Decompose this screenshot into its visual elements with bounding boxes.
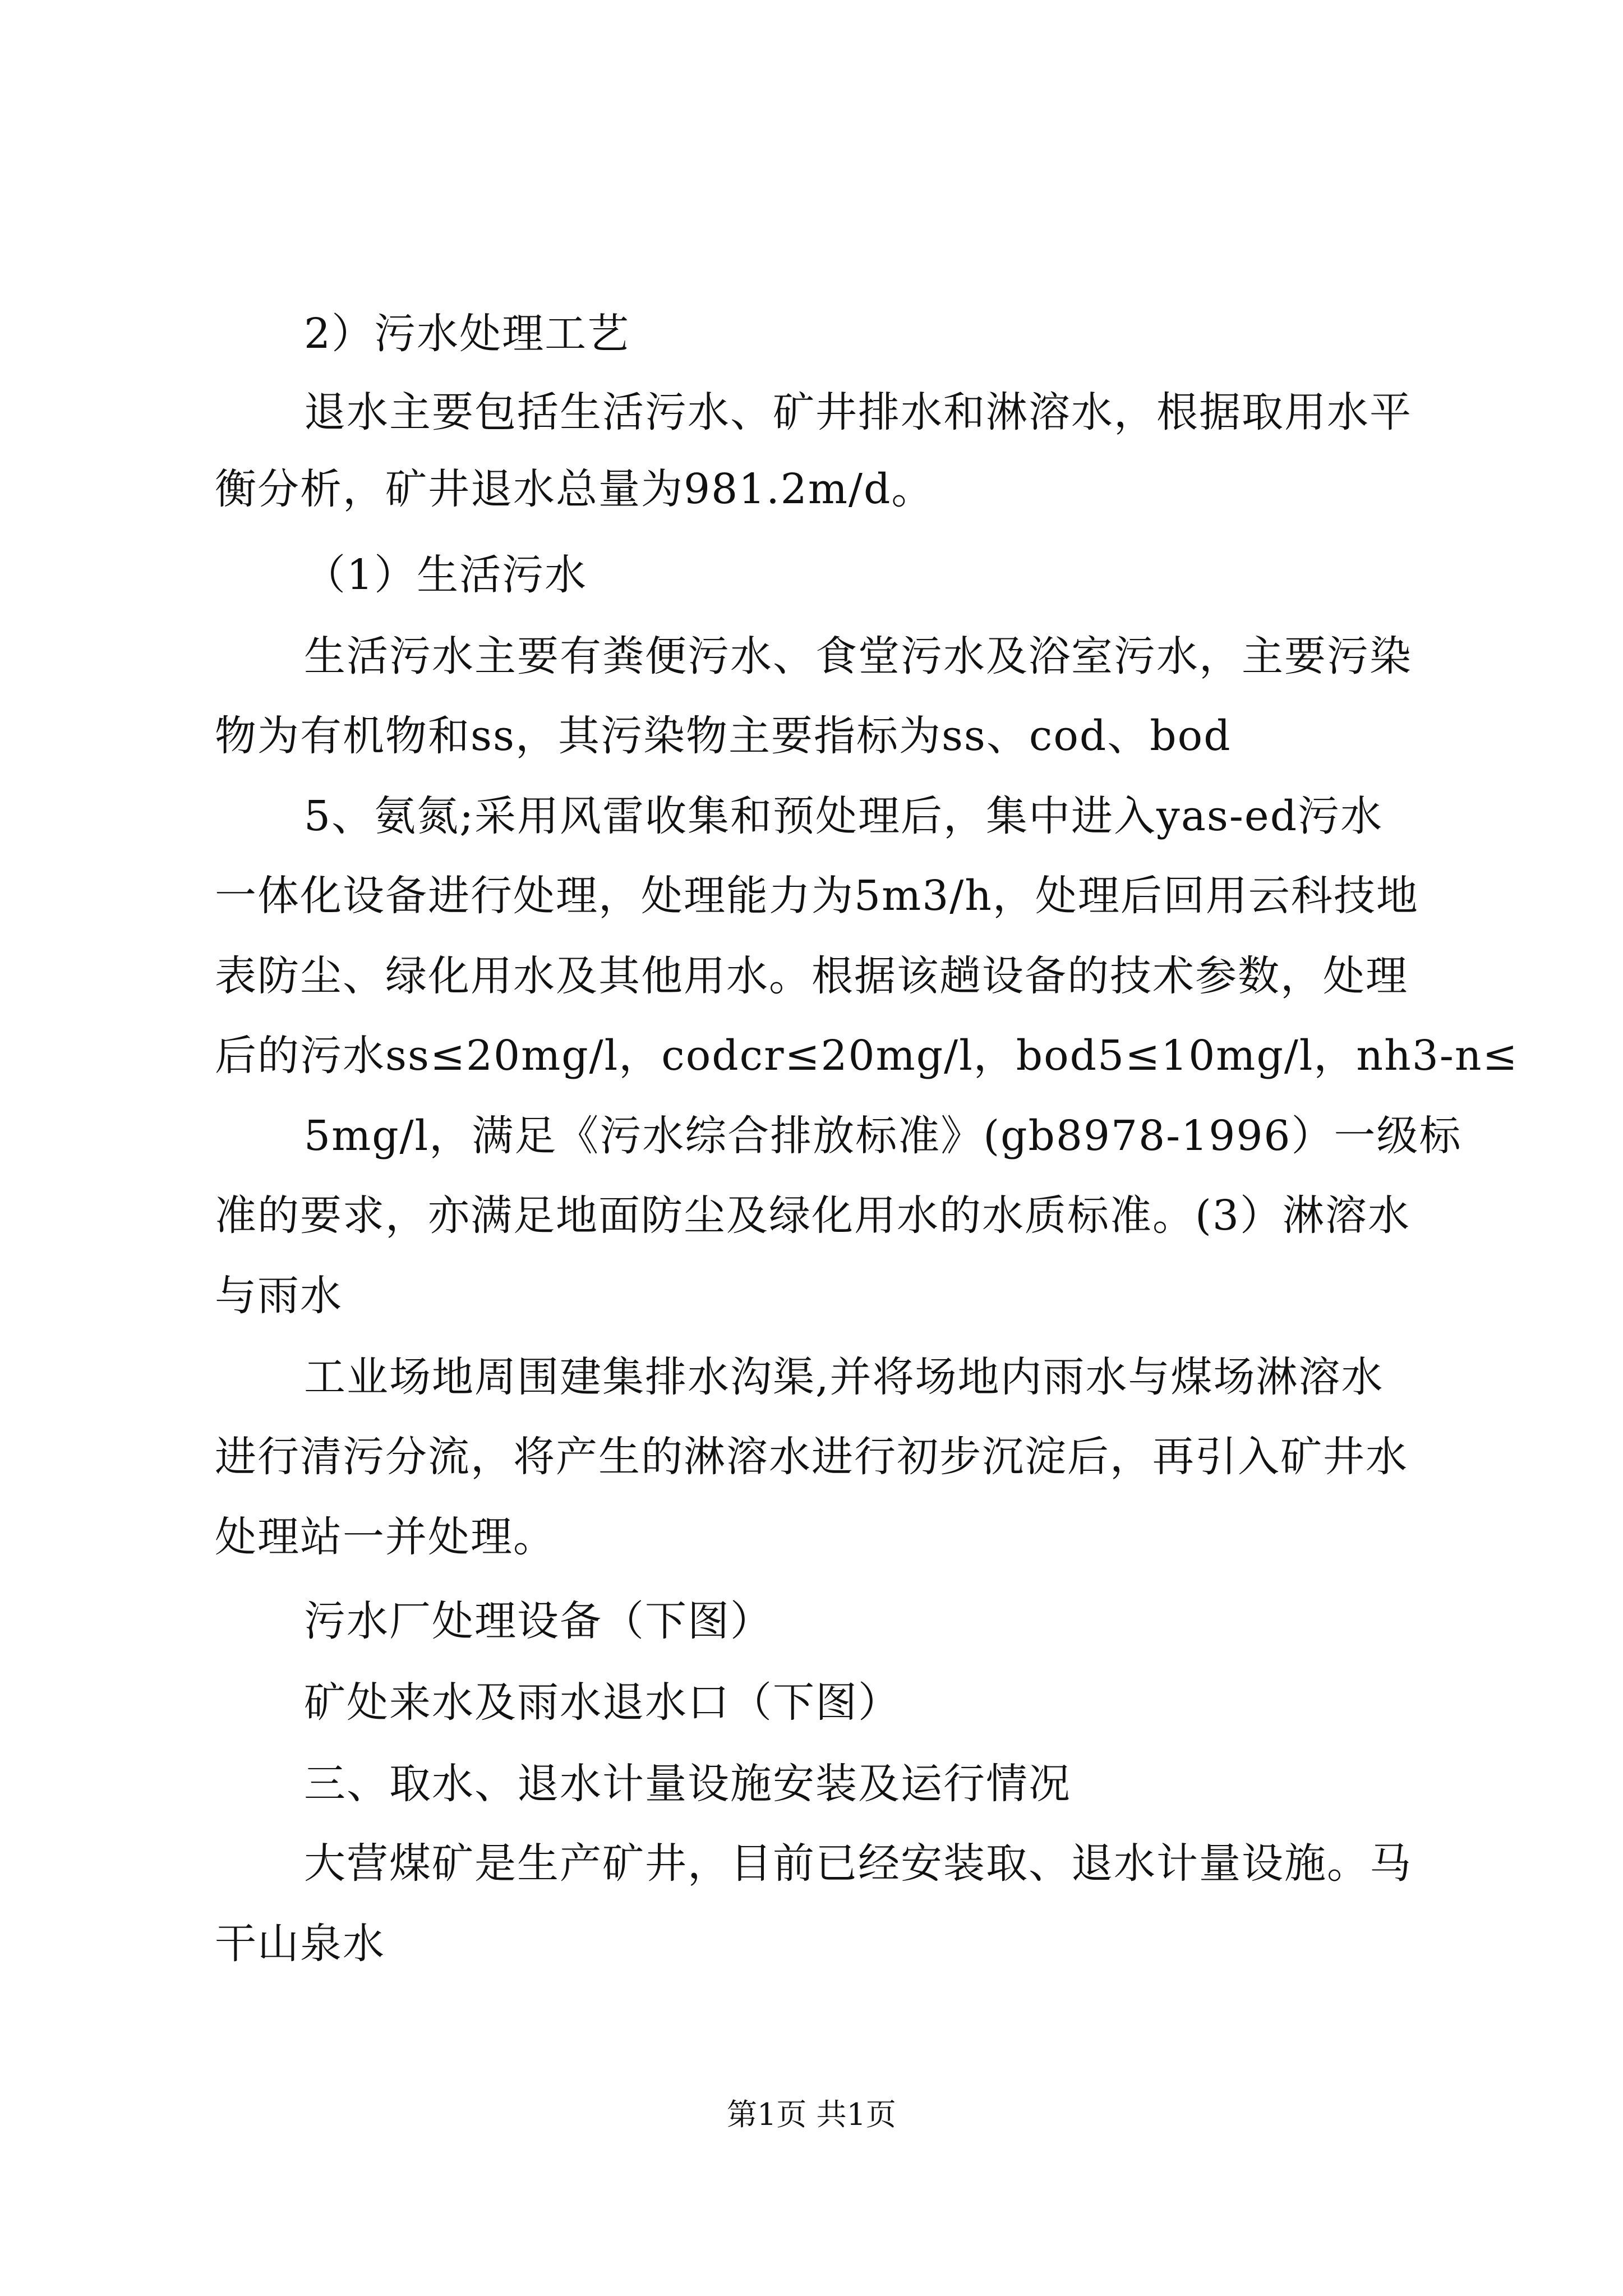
paragraph-line: 退水主要包括生活污水、矿井排水和淋溶水，根据取用水平 <box>304 388 1412 436</box>
heading-sewage-process: 2）污水处理工艺 <box>304 310 630 358</box>
paragraph-line: 衡分析，矿井退水总量为981.2m/d。 <box>215 465 934 513</box>
paragraph-line: 生活污水主要有粪便污水、食堂污水及浴室污水，主要污染 <box>304 632 1412 680</box>
paragraph-line: 准的要求，亦满足地面防尘及绿化用水的水质标准。(3）淋溶水 <box>215 1191 1410 1240</box>
section-heading-metering: 三、取水、退水计量设施安装及运行情况 <box>304 1760 1071 1808</box>
paragraph-line: 物为有机物和ss，其污染物主要指标为ss、cod、bod <box>215 712 1232 760</box>
paragraph-line: 工业场地周围建集排水沟渠,并将场地内雨水与煤场淋溶水 <box>304 1353 1384 1401</box>
page-number-footer: 第1页 共1页 <box>727 2097 896 2132</box>
paragraph-line: 干山泉水 <box>215 1920 385 1968</box>
paragraph-line: 表防尘、绿化用水及其他用水。根据该趟设备的技术参数，处理 <box>215 952 1408 1000</box>
paragraph-line: 一体化设备进行处理，处理能力为5m3/h，处理后回用云科技地 <box>215 872 1419 920</box>
heading-domestic-sewage: （1）生活污水 <box>304 551 588 599</box>
paragraph-line: 与雨水 <box>215 1272 343 1320</box>
paragraph-line: 5、氨氮;采用风雷收集和预处理后，集中进入yas-ed污水 <box>304 792 1384 840</box>
caption-sewage-equipment: 污水厂处理设备（下图） <box>304 1597 773 1645</box>
paragraph-line: 大营煤矿是生产矿井，目前已经安装取、退水计量设施。马 <box>304 1839 1412 1888</box>
paragraph-line: 进行清污分流，将产生的淋溶水进行初步沉淀后，再引入矿井水 <box>215 1433 1408 1481</box>
paragraph-line: 5mg/l，满足《污水综合排放标准》(gb8978-1996）一级标 <box>304 1112 1462 1160</box>
paragraph-line: 处理站一并处理。 <box>215 1513 556 1561</box>
caption-outfall: 矿处来水及雨水退水口（下图） <box>304 1678 901 1727</box>
paragraph-line: 后的污水ss≤20mg/l，codcr≤20mg/l，bod5≤10mg/l，nh3-n≤ <box>215 1032 1519 1080</box>
